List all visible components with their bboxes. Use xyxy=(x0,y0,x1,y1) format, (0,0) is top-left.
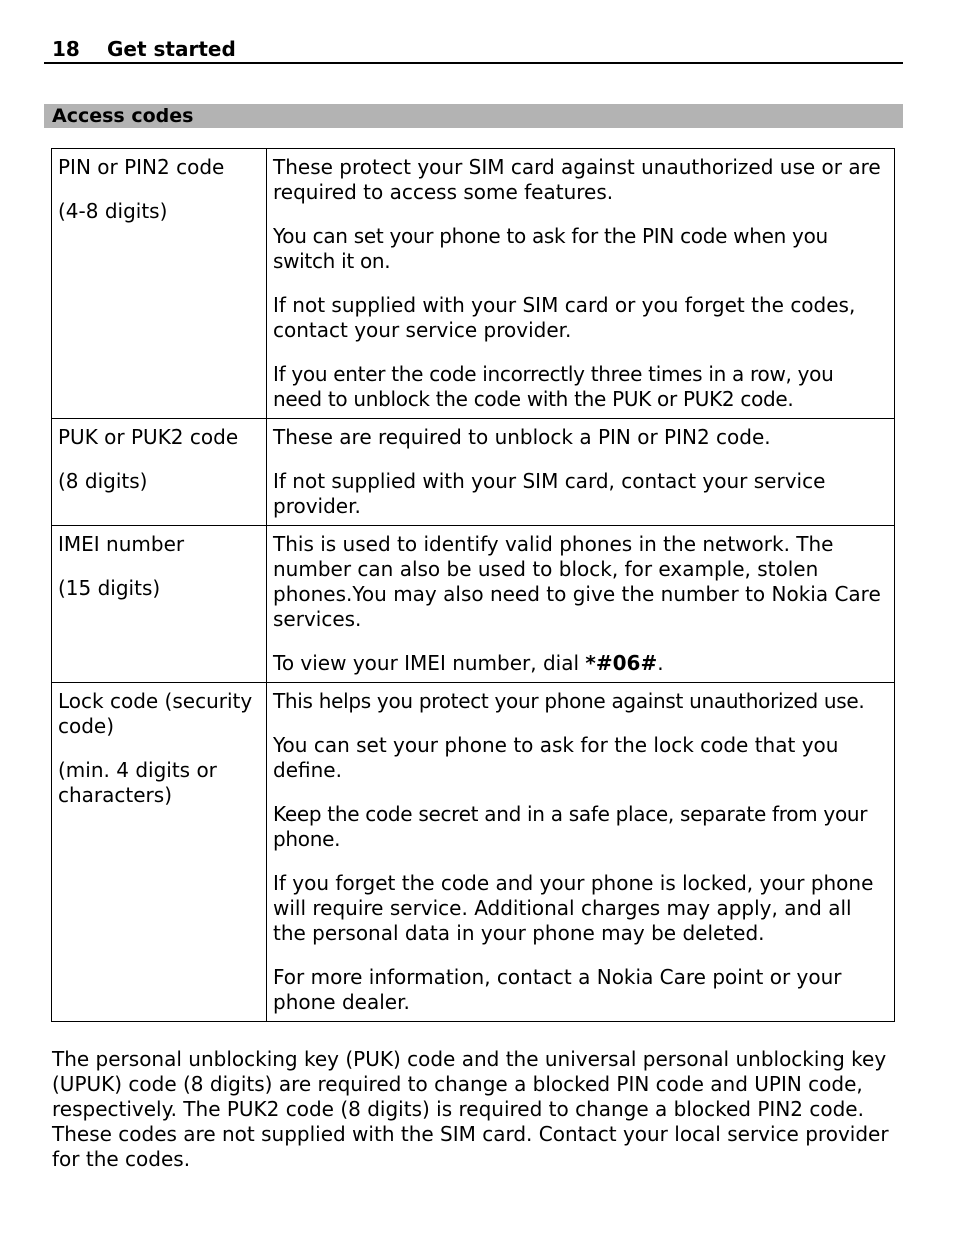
code-description-cell xyxy=(267,149,895,419)
code-name: PUK or PUK2 code xyxy=(58,425,239,449)
description-paragraph: These are required to unblock a PIN or PIN2 code. xyxy=(273,425,771,449)
section-heading xyxy=(44,104,903,128)
description-paragraph: These protect your SIM card against unauthorized use or are required to access some features. xyxy=(273,155,881,204)
description-paragraph: If you enter the code incorrectly three times in a row, you need to unblock the code with the PUK or PUK2 code. xyxy=(273,362,834,411)
code-length: (4-8 digits) xyxy=(58,199,168,223)
description-paragraph: If not supplied with your SIM card or you forget the codes, contact your service provider. xyxy=(273,293,856,342)
code-length: (min. 4 digits or characters) xyxy=(58,758,217,807)
table-row-imei xyxy=(52,526,895,683)
page-header xyxy=(44,36,903,64)
section-title: Access codes xyxy=(52,105,194,127)
table-row-lock xyxy=(52,683,895,1022)
description-paragraph: If not supplied with your SIM card, contact your service provider. xyxy=(273,469,826,518)
code-description-cell xyxy=(267,683,895,1022)
description-paragraph: You can set your phone to ask for the lock code that you define. xyxy=(273,733,839,782)
code-description-cell xyxy=(267,526,895,683)
dial-prefix: To view your IMEI number, dial xyxy=(273,651,586,675)
chapter-title: Get started xyxy=(107,37,236,61)
description-paragraph: This helps you protect your phone against unauthorized use. xyxy=(273,689,865,713)
description-paragraph: This is used to identify valid phones in the network. The number can also be used to block, for example, stolen phones.You may also need to give the number to Nokia Care services. xyxy=(273,532,881,631)
table-row-pin xyxy=(52,149,895,419)
dial-suffix: . xyxy=(657,651,664,675)
code-name-cell xyxy=(52,149,267,419)
description-paragraph: If you forget the code and your phone is locked, your phone will require service. Additional charges may apply, and all the personal data in your phone may be deleted. xyxy=(273,871,874,945)
code-length: (15 digits) xyxy=(58,576,161,600)
code-description-cell xyxy=(267,419,895,526)
code-name-cell xyxy=(52,526,267,683)
description-paragraph: Keep the code secret and in a safe place, separate from your phone. xyxy=(273,802,868,851)
imei-dial-paragraph xyxy=(273,651,888,676)
code-name-cell xyxy=(52,419,267,526)
code-name: PIN or PIN2 code xyxy=(58,155,225,179)
code-length: (8 digits) xyxy=(58,469,148,493)
access-codes-table xyxy=(51,148,895,1022)
code-name: Lock code (security code) xyxy=(58,689,253,738)
body-paragraph: The personal unblocking key (PUK) code and the universal personal unblocking key (UPUK) code (8 digits) are required to change a blocked PIN code and UPIN code, respectively. The PUK2 code (8 digits) is required to change a blocked PIN2 code. These codes are not supplied with the SIM card. Contact your local service provider for the codes. xyxy=(52,1047,889,1171)
table-row-puk xyxy=(52,419,895,526)
code-name-cell xyxy=(52,683,267,1022)
description-paragraph: For more information, contact a Nokia Care point or your phone dealer. xyxy=(273,965,842,1014)
code-name: IMEI number xyxy=(58,532,185,556)
page-number: 18 xyxy=(52,37,80,61)
imei-dial-code: *#06# xyxy=(585,651,658,675)
description-paragraph: You can set your phone to ask for the PIN code when you switch it on. xyxy=(273,224,828,273)
